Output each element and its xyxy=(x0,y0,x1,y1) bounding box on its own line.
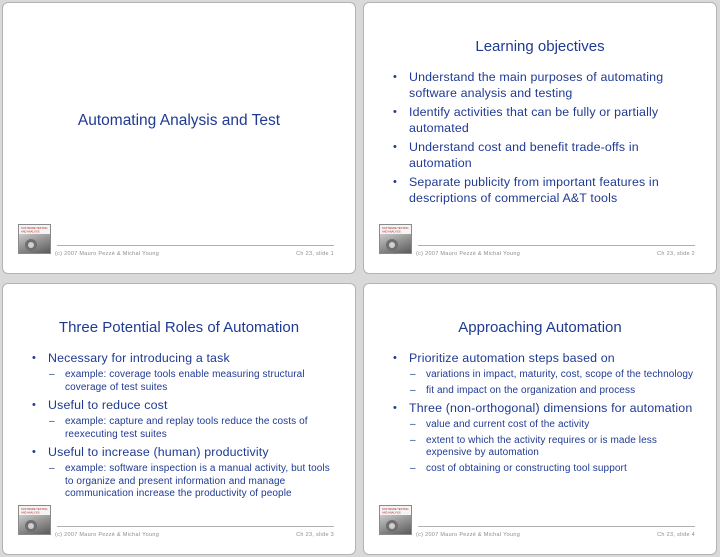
bullet: • Identify activities that can be fully or partially automated xyxy=(388,104,698,136)
sub-bullet: – extent to which the activity requires or is made less expensive by automation xyxy=(388,435,698,460)
footer-copyright: (c) 2007 Mauro Pezzè & Michal Young xyxy=(55,251,160,257)
slide-number: Ch 23, slide 4 xyxy=(657,532,695,538)
logo-text: SOFTWARE TESTING xyxy=(21,508,48,511)
bullet: • Useful to increase (human) productivity xyxy=(27,444,337,460)
logo-text: AND ANALYSIS xyxy=(382,230,401,234)
book-cover-logo xyxy=(18,505,51,535)
bullet: • Understand cost and benefit trade-offs in automation xyxy=(388,139,698,171)
logo-text: SOFTWARE TESTING xyxy=(21,227,48,230)
footer-copyright: (c) 2007 Mauro Pezzè & Michal Young xyxy=(416,532,521,538)
slide-title: Approaching Automation xyxy=(458,319,622,336)
logo-text: AND ANALYSIS xyxy=(382,511,401,515)
footer-rule xyxy=(57,245,334,246)
sub-bullet: – example: capture and replay tools reduce the costs of reexecuting test suites xyxy=(27,416,337,441)
logo-text: SOFTWARE TESTING xyxy=(382,227,409,230)
slide-number: Ch 23, slide 1 xyxy=(296,251,334,257)
footer-copyright: (c) 2007 Mauro Pezzè & Michal Young xyxy=(55,532,160,538)
bullet: • Separate publicity from important features in descriptions of commercial A&T tools xyxy=(388,174,698,206)
book-cover-logo xyxy=(18,224,51,254)
footer-rule xyxy=(57,526,334,527)
slide-1 xyxy=(2,2,356,274)
slide-title: Learning objectives xyxy=(475,38,605,55)
sub-bullet: – value and current cost of the activity xyxy=(388,419,698,432)
slide-content xyxy=(388,350,698,478)
slide-title: Three Potential Roles of Automation xyxy=(58,319,300,336)
bullet: • Understand the main purposes of automating software analysis and testing xyxy=(388,69,698,101)
footer-rule xyxy=(418,245,695,246)
slide-2 xyxy=(363,2,717,274)
sub-bullet: – fit and impact on the organization and process xyxy=(388,385,698,398)
bullet: • Necessary for introducing a task xyxy=(27,350,337,366)
slide-number: Ch 23, slide 2 xyxy=(657,251,695,257)
sub-bullet: – cost of obtaining or constructing tool support xyxy=(388,463,698,476)
slide-content xyxy=(27,350,337,504)
bullet: • Prioritize automation steps based on xyxy=(388,350,698,366)
bullet: • Useful to reduce cost xyxy=(27,397,337,413)
book-cover-logo xyxy=(379,224,412,254)
slide-3 xyxy=(2,283,356,555)
logo-text: AND ANALYSIS xyxy=(21,230,40,234)
sub-bullet: – example: coverage tools enable measuring structural coverage of test suites xyxy=(27,369,337,394)
slide-4 xyxy=(363,283,717,555)
footer-rule xyxy=(418,526,695,527)
slide-title: Automating Analysis and Test xyxy=(77,112,281,129)
footer-copyright: (c) 2007 Mauro Pezzè & Michal Young xyxy=(416,251,521,257)
slide-content xyxy=(388,69,698,209)
logo-text: SOFTWARE TESTING xyxy=(382,508,409,511)
book-cover-logo xyxy=(379,505,412,535)
sub-bullet: – example: software inspection is a manual activity, but tools to organize and present information and manage communication increase the productivity of people xyxy=(27,463,337,501)
slide-number: Ch 23, slide 3 xyxy=(296,532,334,538)
logo-text: AND ANALYSIS xyxy=(21,511,40,515)
sub-bullet: – variations in impact, maturity, cost, scope of the technology xyxy=(388,369,698,382)
bullet: • Three (non-orthogonal) dimensions for automation xyxy=(388,400,698,416)
